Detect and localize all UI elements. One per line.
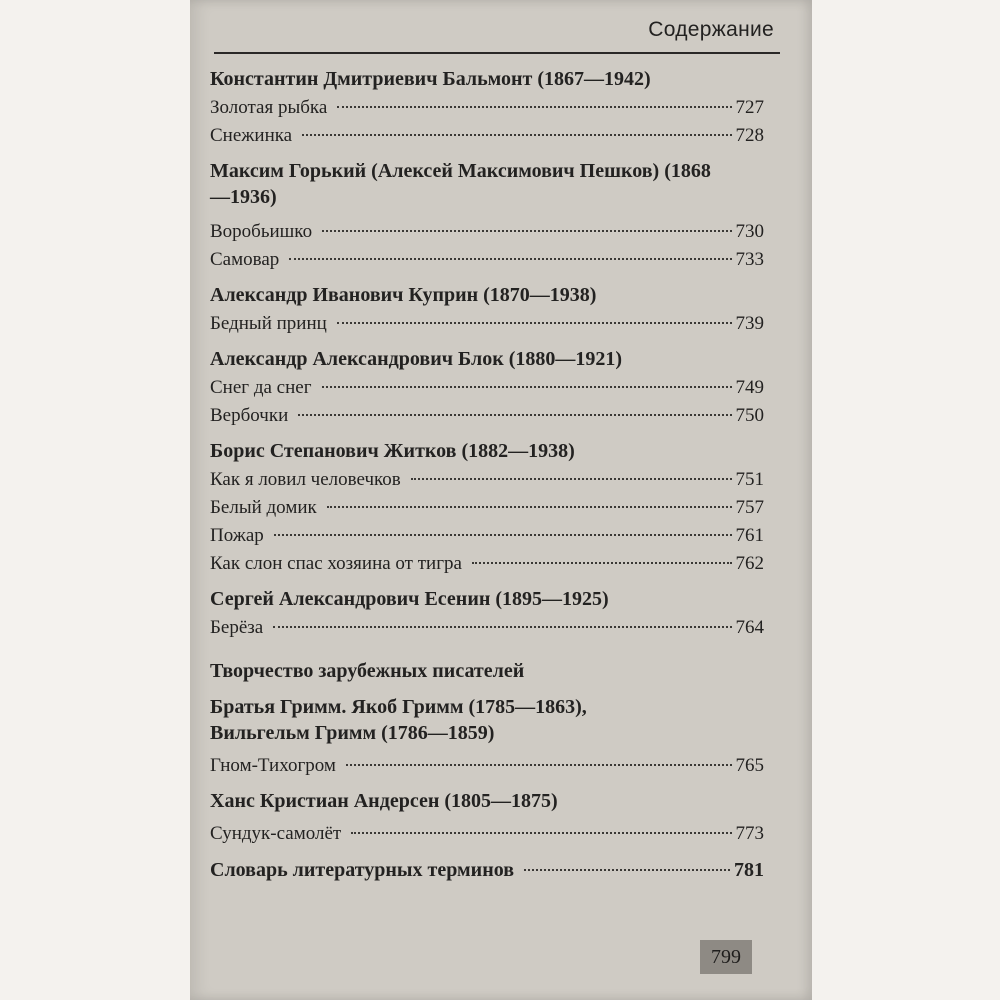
table-of-contents bbox=[210, 58, 764, 884]
author-heading: Сергей Александрович Есенин (1895—1925) bbox=[210, 588, 609, 610]
entry-page: 730 bbox=[735, 221, 764, 242]
author-heading: Александр Александрович Блок (1880—1921) bbox=[210, 348, 623, 370]
entry-page: 751 bbox=[735, 469, 764, 490]
entry-title: Бедный принц bbox=[210, 313, 327, 334]
entry-title: Вербочки bbox=[210, 405, 289, 426]
entry-page: 764 bbox=[735, 617, 764, 638]
glossary-title: Словарь литературных терминов bbox=[210, 859, 515, 881]
author-heading: Братья Гримм. Якоб Гримм (1785—1863), Вильгельм Гримм (1786—1859) bbox=[210, 696, 587, 744]
toc-section bbox=[210, 694, 764, 780]
glossary-entry bbox=[210, 856, 764, 884]
toc-section bbox=[210, 658, 764, 684]
dot-leader bbox=[337, 106, 731, 108]
dot-leader bbox=[337, 322, 732, 324]
author-heading: Ханс Кристиан Андерсен (1805—1875) bbox=[210, 790, 558, 812]
toc-section bbox=[210, 586, 764, 642]
toc-entry bbox=[210, 614, 764, 642]
toc-entry bbox=[210, 310, 764, 338]
running-head: Содержание bbox=[648, 18, 774, 41]
entry-page: 762 bbox=[735, 553, 764, 574]
entry-page: 749 bbox=[735, 377, 764, 398]
dot-leader bbox=[322, 230, 731, 232]
toc-entry bbox=[210, 402, 764, 430]
dot-leader bbox=[524, 869, 730, 871]
book-page bbox=[190, 0, 812, 1000]
toc-entry bbox=[210, 122, 764, 150]
entry-title: Сундук-самолёт bbox=[210, 823, 342, 844]
toc-entry bbox=[210, 820, 764, 848]
toc-entry bbox=[210, 522, 764, 550]
dot-leader bbox=[322, 386, 732, 388]
author-heading: Александр Иванович Куприн (1870—1938) bbox=[210, 284, 597, 306]
dot-leader bbox=[411, 478, 732, 480]
toc-entry bbox=[210, 374, 764, 402]
entry-page: 739 bbox=[735, 313, 764, 334]
toc-entry bbox=[210, 218, 764, 246]
entry-title: Золотая рыбка bbox=[210, 97, 328, 118]
author-heading: Борис Степанович Житков (1882—1938) bbox=[210, 440, 575, 462]
dot-leader bbox=[298, 414, 731, 416]
dot-leader bbox=[472, 562, 732, 564]
page-number: 799 bbox=[700, 940, 752, 974]
entry-page: 728 bbox=[735, 125, 764, 146]
author-heading: Константин Дмитриевич Бальмонт (1867—1942) bbox=[210, 68, 651, 90]
author-heading: Максим Горький (Алексей Максимович Пешков) (1868—1936) bbox=[210, 160, 711, 208]
entry-title: Снег да снег bbox=[210, 377, 312, 398]
toc-entry bbox=[210, 494, 764, 522]
entry-title: Воробьишко bbox=[210, 221, 313, 242]
dot-leader bbox=[351, 832, 731, 834]
toc-section bbox=[210, 438, 764, 578]
entry-title: Берёза bbox=[210, 617, 264, 638]
toc-section bbox=[210, 158, 764, 274]
dot-leader bbox=[302, 134, 731, 136]
dot-leader bbox=[346, 764, 732, 766]
toc-entry bbox=[210, 752, 764, 780]
toc-entry bbox=[210, 94, 764, 122]
toc-section bbox=[210, 66, 764, 150]
toc-section bbox=[210, 788, 764, 848]
entry-title: Белый домик bbox=[210, 497, 317, 518]
entry-title: Самовар bbox=[210, 249, 280, 270]
entry-title: Пожар bbox=[210, 525, 264, 546]
entry-title: Как я ловил человечков bbox=[210, 469, 401, 490]
entry-page: 733 bbox=[735, 249, 764, 270]
entry-title: Снежинка bbox=[210, 125, 293, 146]
toc-entry bbox=[210, 550, 764, 578]
entry-page: 750 bbox=[735, 405, 764, 426]
entry-page: 773 bbox=[735, 823, 764, 844]
section-heading: Творчество зарубежных писателей bbox=[210, 660, 525, 682]
dot-leader bbox=[273, 626, 731, 628]
toc-entry bbox=[210, 246, 764, 274]
entry-title: Гном-Тихогром bbox=[210, 755, 336, 776]
toc-section bbox=[210, 282, 764, 338]
glossary-page: 781 bbox=[734, 859, 764, 881]
header-rule bbox=[214, 52, 780, 54]
entry-page: 727 bbox=[735, 97, 764, 118]
dot-leader bbox=[274, 534, 732, 536]
dot-leader bbox=[289, 258, 731, 260]
entry-page: 761 bbox=[735, 525, 764, 546]
entry-page: 765 bbox=[735, 755, 764, 776]
entry-page: 757 bbox=[735, 497, 764, 518]
toc-section bbox=[210, 346, 764, 430]
dot-leader bbox=[327, 506, 732, 508]
entry-title: Как слон спас хозяина от тигра bbox=[210, 553, 462, 574]
toc-entry bbox=[210, 466, 764, 494]
